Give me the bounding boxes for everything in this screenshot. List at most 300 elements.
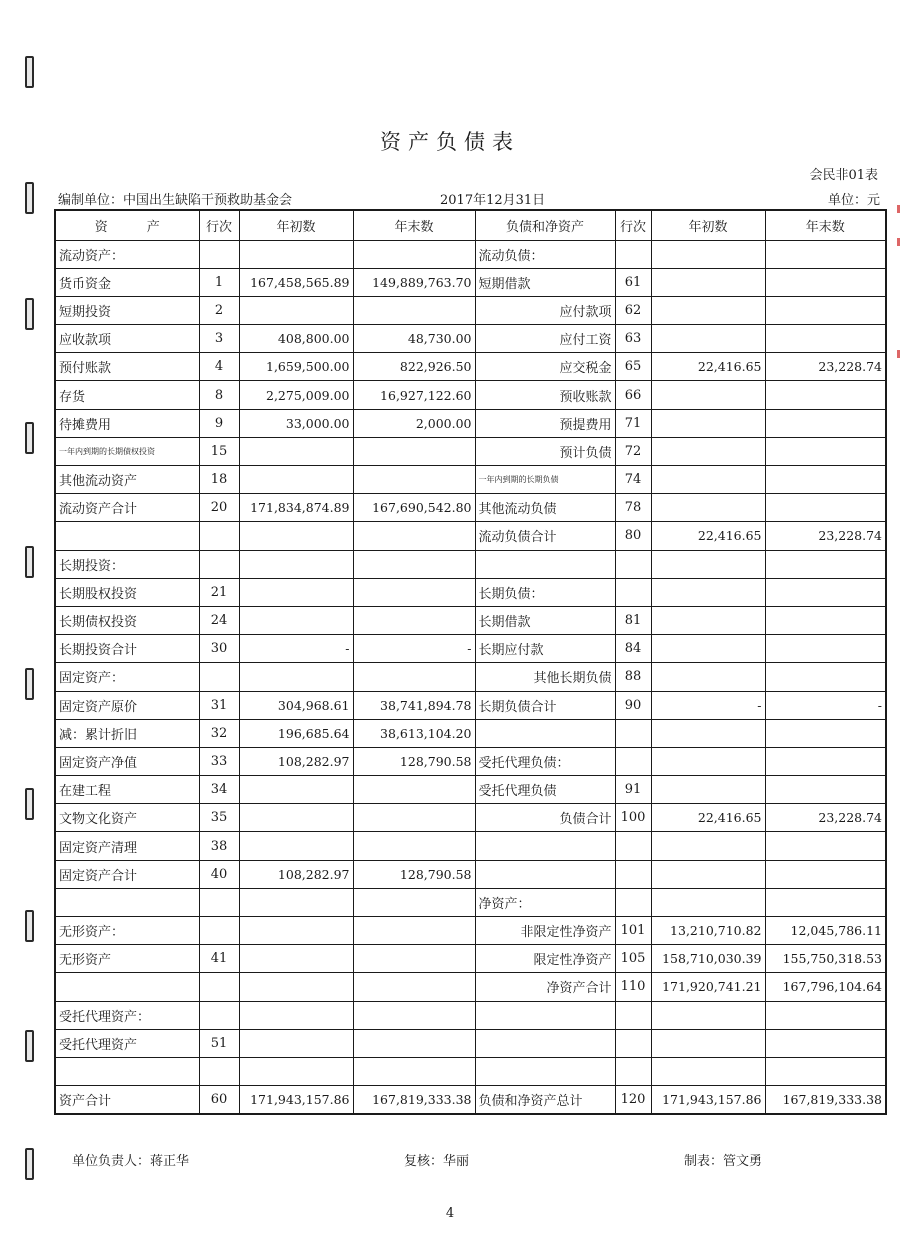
liability-end-amount (765, 860, 886, 888)
table-header (55, 210, 886, 240)
liability-end-amount (765, 719, 886, 747)
header-assets: 资 产 (55, 210, 199, 240)
asset-line-no (199, 888, 239, 916)
liability-item: 限定性净资产 (475, 945, 615, 973)
asset-end-amount: 149,889,763.70 (353, 268, 475, 296)
liability-begin-amount: 158,710,030.39 (651, 945, 765, 973)
liability-end-amount (765, 606, 886, 634)
liability-end-amount (765, 888, 886, 916)
balance-sheet-table (54, 209, 887, 1115)
binder-hole (25, 546, 34, 578)
liability-line-no: 62 (615, 296, 651, 324)
liability-line-no (615, 240, 651, 268)
asset-end-amount: 16,927,122.60 (353, 381, 475, 409)
liability-begin-amount (651, 719, 765, 747)
asset-end-amount (353, 522, 475, 550)
liability-begin-amount: 171,920,741.21 (651, 973, 765, 1001)
asset-begin-amount (239, 606, 353, 634)
binder-hole (25, 422, 34, 454)
asset-line-no: 51 (199, 1029, 239, 1057)
asset-end-amount (353, 1029, 475, 1057)
asset-begin-amount (239, 832, 353, 860)
liability-begin-amount (651, 663, 765, 691)
asset-begin-amount (239, 1057, 353, 1085)
binder-hole (25, 668, 34, 700)
asset-item: 货币资金 (55, 268, 199, 296)
asset-begin-amount (239, 437, 353, 465)
footer-maker: 制表：管文勇 (684, 1154, 763, 1169)
liability-line-no: 71 (615, 409, 651, 437)
liability-begin-amount (651, 381, 765, 409)
asset-end-amount (353, 296, 475, 324)
asset-begin-amount: - (239, 635, 353, 663)
asset-item: 固定资产净值 (55, 747, 199, 775)
header-liabilities: 负债和净资产 (475, 210, 615, 240)
asset-item (55, 522, 199, 550)
asset-item: 资产合计 (55, 1086, 199, 1114)
liability-end-amount (765, 550, 886, 578)
asset-begin-amount (239, 296, 353, 324)
asset-end-amount: 2,000.00 (353, 409, 475, 437)
asset-item: 固定资产清理 (55, 832, 199, 860)
table-row (55, 832, 886, 860)
table-row (55, 578, 886, 606)
liability-item: 流动负债合计 (475, 522, 615, 550)
liability-begin-amount (651, 635, 765, 663)
asset-line-no (199, 973, 239, 1001)
liability-line-no: 66 (615, 381, 651, 409)
asset-begin-amount (239, 522, 353, 550)
asset-line-no: 3 (199, 325, 239, 353)
asset-line-no (199, 917, 239, 945)
liability-item: 长期借款 (475, 606, 615, 634)
table-row (55, 381, 886, 409)
asset-line-no: 30 (199, 635, 239, 663)
asset-end-amount: 48,730.00 (353, 325, 475, 353)
asset-end-amount (353, 663, 475, 691)
asset-line-no: 9 (199, 409, 239, 437)
liability-end-amount (765, 663, 886, 691)
asset-item: 受托代理资产： (55, 1001, 199, 1029)
asset-end-amount (353, 973, 475, 1001)
asset-end-amount (353, 606, 475, 634)
asset-begin-amount (239, 1001, 353, 1029)
liability-begin-amount (651, 860, 765, 888)
asset-item: 无形资产 (55, 945, 199, 973)
asset-line-no: 2 (199, 296, 239, 324)
liability-item: 短期借款 (475, 268, 615, 296)
asset-line-no: 1 (199, 268, 239, 296)
binder-hole (25, 1148, 34, 1180)
asset-begin-amount (239, 776, 353, 804)
liability-item: 预收账款 (475, 381, 615, 409)
liability-item: 应付款项 (475, 296, 615, 324)
liability-end-amount (765, 578, 886, 606)
table-row (55, 945, 886, 973)
table-row (55, 776, 886, 804)
asset-end-amount: 128,790.58 (353, 747, 475, 775)
asset-end-amount (353, 240, 475, 268)
liability-begin-amount: 171,943,157.86 (651, 1086, 765, 1114)
liability-line-no (615, 1001, 651, 1029)
liability-begin-amount (651, 466, 765, 494)
liability-line-no: 74 (615, 466, 651, 494)
liability-begin-amount (651, 494, 765, 522)
liability-line-no: 84 (615, 635, 651, 663)
document-title: 资产负债表 (380, 130, 520, 154)
liability-line-no (615, 747, 651, 775)
header-begin: 年初数 (651, 210, 765, 240)
liability-item: 受托代理负债 (475, 776, 615, 804)
liability-item: 长期负债： (475, 578, 615, 606)
table-row (55, 1001, 886, 1029)
table-row (55, 888, 886, 916)
liability-line-no: 110 (615, 973, 651, 1001)
liability-end-amount: 155,750,318.53 (765, 945, 886, 973)
liability-item: 非限定性净资产 (475, 917, 615, 945)
liability-end-amount (765, 240, 886, 268)
asset-end-amount (353, 578, 475, 606)
liability-begin-amount (651, 1057, 765, 1085)
binder-hole (25, 56, 34, 88)
table-row (55, 747, 886, 775)
liability-line-no: 80 (615, 522, 651, 550)
liability-end-amount: 23,228.74 (765, 804, 886, 832)
asset-begin-amount (239, 550, 353, 578)
asset-end-amount (353, 437, 475, 465)
asset-begin-amount (239, 663, 353, 691)
liability-line-no (615, 719, 651, 747)
asset-item: 其他流动资产 (55, 466, 199, 494)
liability-line-no: 100 (615, 804, 651, 832)
report-date: 2017年12月31日 (440, 193, 546, 208)
asset-item: 在建工程 (55, 776, 199, 804)
header-end: 年末数 (353, 210, 475, 240)
liability-item (475, 719, 615, 747)
table-row (55, 635, 886, 663)
liability-line-no: 101 (615, 917, 651, 945)
table-row (55, 917, 886, 945)
binder-hole (25, 910, 34, 942)
liability-line-no (615, 550, 651, 578)
liability-item: 其他流动负债 (475, 494, 615, 522)
asset-line-no (199, 1057, 239, 1085)
binder-hole (25, 788, 34, 820)
asset-begin-amount (239, 917, 353, 945)
asset-end-amount (353, 888, 475, 916)
liability-begin-amount (651, 776, 765, 804)
liability-end-amount: 12,045,786.11 (765, 917, 886, 945)
liability-item: 应付工资 (475, 325, 615, 353)
asset-begin-amount (239, 240, 353, 268)
liability-end-amount: 23,228.74 (765, 353, 886, 381)
liability-end-amount (765, 747, 886, 775)
liability-end-amount (765, 494, 886, 522)
liability-begin-amount (651, 1001, 765, 1029)
asset-item: 流动资产： (55, 240, 199, 268)
table-row (55, 240, 886, 268)
asset-end-amount (353, 550, 475, 578)
header-line: 行次 (199, 210, 239, 240)
asset-item (55, 1057, 199, 1085)
asset-line-no: 21 (199, 578, 239, 606)
liability-end-amount (765, 832, 886, 860)
liability-begin-amount (651, 747, 765, 775)
liability-line-no: 120 (615, 1086, 651, 1114)
asset-begin-amount: 167,458,565.89 (239, 268, 353, 296)
liability-item: 应交税金 (475, 353, 615, 381)
liability-begin-amount (651, 268, 765, 296)
liability-end-amount: 167,796,104.64 (765, 973, 886, 1001)
liability-line-no: 78 (615, 494, 651, 522)
asset-item: 减：累计折旧 (55, 719, 199, 747)
table-row (55, 804, 886, 832)
asset-begin-amount: 2,275,009.00 (239, 381, 353, 409)
currency-unit: 单位：元 (827, 193, 880, 208)
liability-line-no: 72 (615, 437, 651, 465)
table-row (55, 550, 886, 578)
liability-item: 预计负债 (475, 437, 615, 465)
liability-item: 流动负债： (475, 240, 615, 268)
table-row (55, 268, 886, 296)
asset-begin-amount: 196,685.64 (239, 719, 353, 747)
liability-end-amount (765, 1001, 886, 1029)
table-row (55, 353, 886, 381)
asset-end-amount: 128,790.58 (353, 860, 475, 888)
table-row (55, 1057, 886, 1085)
table-row (55, 409, 886, 437)
liability-begin-amount (651, 325, 765, 353)
asset-line-no (199, 1001, 239, 1029)
liability-item (475, 1057, 615, 1085)
liability-end-amount: 23,228.74 (765, 522, 886, 550)
asset-line-no: 40 (199, 860, 239, 888)
header-line: 行次 (615, 210, 651, 240)
liability-begin-amount (651, 1029, 765, 1057)
liability-item (475, 832, 615, 860)
liability-item (475, 860, 615, 888)
asset-line-no: 8 (199, 381, 239, 409)
asset-begin-amount (239, 578, 353, 606)
liability-end-amount (765, 466, 886, 494)
asset-line-no: 24 (199, 606, 239, 634)
asset-begin-amount: 33,000.00 (239, 409, 353, 437)
table-row (55, 606, 886, 634)
asset-item: 文物文化资产 (55, 804, 199, 832)
liability-item: 受托代理负债： (475, 747, 615, 775)
asset-item: 短期投资 (55, 296, 199, 324)
asset-end-amount: 167,690,542.80 (353, 494, 475, 522)
asset-end-amount: - (353, 635, 475, 663)
liability-end-amount (765, 409, 886, 437)
asset-end-amount (353, 1001, 475, 1029)
asset-begin-amount (239, 1029, 353, 1057)
liability-begin-amount: - (651, 691, 765, 719)
liability-begin-amount (651, 550, 765, 578)
footer-review: 复核：华丽 (404, 1154, 470, 1169)
asset-end-amount: 38,741,894.78 (353, 691, 475, 719)
asset-begin-amount: 304,968.61 (239, 691, 353, 719)
liability-line-no: 105 (615, 945, 651, 973)
asset-line-no: 35 (199, 804, 239, 832)
form-number: 会民非01表 (809, 168, 878, 183)
asset-item: 长期投资合计 (55, 635, 199, 663)
table-row (55, 437, 886, 465)
liability-begin-amount (651, 832, 765, 860)
liability-begin-amount (651, 888, 765, 916)
liability-begin-amount (651, 240, 765, 268)
liability-end-amount (765, 776, 886, 804)
asset-line-no: 38 (199, 832, 239, 860)
liability-line-no (615, 1057, 651, 1085)
liability-end-amount (765, 381, 886, 409)
asset-item: 长期债权投资 (55, 606, 199, 634)
footer-head: 单位负责人：蒋正华 (72, 1154, 190, 1169)
liability-item: 其他长期负债 (475, 663, 615, 691)
binder-hole (25, 182, 34, 214)
liability-end-amount (765, 268, 886, 296)
asset-item: 一年内到期的长期债权投资 (55, 437, 199, 465)
asset-begin-amount (239, 945, 353, 973)
asset-item: 长期投资： (55, 550, 199, 578)
asset-begin-amount: 171,834,874.89 (239, 494, 353, 522)
asset-end-amount (353, 776, 475, 804)
asset-item: 无形资产： (55, 917, 199, 945)
liability-begin-amount: 22,416.65 (651, 522, 765, 550)
liability-begin-amount: 22,416.65 (651, 353, 765, 381)
asset-begin-amount: 108,282.97 (239, 747, 353, 775)
table-row (55, 494, 886, 522)
liability-end-amount (765, 296, 886, 324)
binder-hole (25, 298, 34, 330)
asset-end-amount: 822,926.50 (353, 353, 475, 381)
liability-item: 长期应付款 (475, 635, 615, 663)
liability-item: 负债合计 (475, 804, 615, 832)
liability-end-amount (765, 635, 886, 663)
table-row (55, 719, 886, 747)
liability-end-amount: 167,819,333.38 (765, 1086, 886, 1114)
page-number: 4 (445, 1206, 455, 1221)
asset-item: 存货 (55, 381, 199, 409)
liability-item: 净资产合计 (475, 973, 615, 1001)
asset-end-amount (353, 466, 475, 494)
asset-begin-amount (239, 888, 353, 916)
liability-line-no (615, 832, 651, 860)
asset-line-no: 31 (199, 691, 239, 719)
asset-item (55, 888, 199, 916)
table-row (55, 860, 886, 888)
asset-begin-amount (239, 804, 353, 832)
table-row (55, 663, 886, 691)
asset-line-no: 20 (199, 494, 239, 522)
liability-begin-amount: 13,210,710.82 (651, 917, 765, 945)
liability-item (475, 1029, 615, 1057)
asset-end-amount (353, 917, 475, 945)
liability-line-no: 90 (615, 691, 651, 719)
asset-begin-amount: 108,282.97 (239, 860, 353, 888)
liability-end-amount (765, 1029, 886, 1057)
asset-begin-amount: 408,800.00 (239, 325, 353, 353)
asset-line-no (199, 522, 239, 550)
liability-item: 长期负债合计 (475, 691, 615, 719)
asset-item: 固定资产原价 (55, 691, 199, 719)
asset-begin-amount: 1,659,500.00 (239, 353, 353, 381)
liability-begin-amount (651, 437, 765, 465)
liability-end-amount: - (765, 691, 886, 719)
asset-item: 待摊费用 (55, 409, 199, 437)
asset-begin-amount: 171,943,157.86 (239, 1086, 353, 1114)
asset-item: 固定资产： (55, 663, 199, 691)
liability-end-amount (765, 325, 886, 353)
asset-begin-amount (239, 973, 353, 1001)
asset-end-amount: 167,819,333.38 (353, 1086, 475, 1114)
asset-line-no: 18 (199, 466, 239, 494)
liability-end-amount (765, 437, 886, 465)
asset-item: 应收款项 (55, 325, 199, 353)
table-row (55, 1029, 886, 1057)
liability-line-no: 65 (615, 353, 651, 381)
asset-item: 长期股权投资 (55, 578, 199, 606)
liability-begin-amount (651, 409, 765, 437)
asset-line-no: 32 (199, 719, 239, 747)
liability-line-no: 61 (615, 268, 651, 296)
asset-line-no (199, 550, 239, 578)
liability-line-no (615, 888, 651, 916)
table-row (55, 466, 886, 494)
asset-item (55, 973, 199, 1001)
liability-item: 一年内到期的长期负债 (475, 466, 615, 494)
organization: 编制单位：中国出生缺陷干预救助基金会 (58, 193, 293, 208)
asset-end-amount: 38,613,104.20 (353, 719, 475, 747)
table-row (55, 296, 886, 324)
liability-begin-amount (651, 606, 765, 634)
asset-line-no: 15 (199, 437, 239, 465)
liability-item: 净资产： (475, 888, 615, 916)
table-row (55, 522, 886, 550)
liability-item (475, 1001, 615, 1029)
asset-item: 固定资产合计 (55, 860, 199, 888)
asset-end-amount (353, 1057, 475, 1085)
liability-line-no: 63 (615, 325, 651, 353)
asset-line-no: 33 (199, 747, 239, 775)
asset-end-amount (353, 832, 475, 860)
binder-hole (25, 1030, 34, 1062)
header-begin: 年初数 (239, 210, 353, 240)
asset-line-no: 60 (199, 1086, 239, 1114)
asset-item: 受托代理资产 (55, 1029, 199, 1057)
liability-item: 预提费用 (475, 409, 615, 437)
liability-end-amount (765, 1057, 886, 1085)
liability-line-no: 88 (615, 663, 651, 691)
table-row (55, 691, 886, 719)
liability-begin-amount: 22,416.65 (651, 804, 765, 832)
header-end: 年末数 (765, 210, 886, 240)
asset-end-amount (353, 945, 475, 973)
liability-begin-amount (651, 578, 765, 606)
table-row (55, 973, 886, 1001)
asset-line-no: 4 (199, 353, 239, 381)
asset-line-no (199, 663, 239, 691)
liability-line-no (615, 1029, 651, 1057)
liability-line-no: 81 (615, 606, 651, 634)
table-row (55, 1086, 886, 1114)
asset-line-no (199, 240, 239, 268)
asset-end-amount (353, 804, 475, 832)
asset-begin-amount (239, 466, 353, 494)
table-row (55, 325, 886, 353)
liability-line-no: 91 (615, 776, 651, 804)
asset-line-no: 41 (199, 945, 239, 973)
